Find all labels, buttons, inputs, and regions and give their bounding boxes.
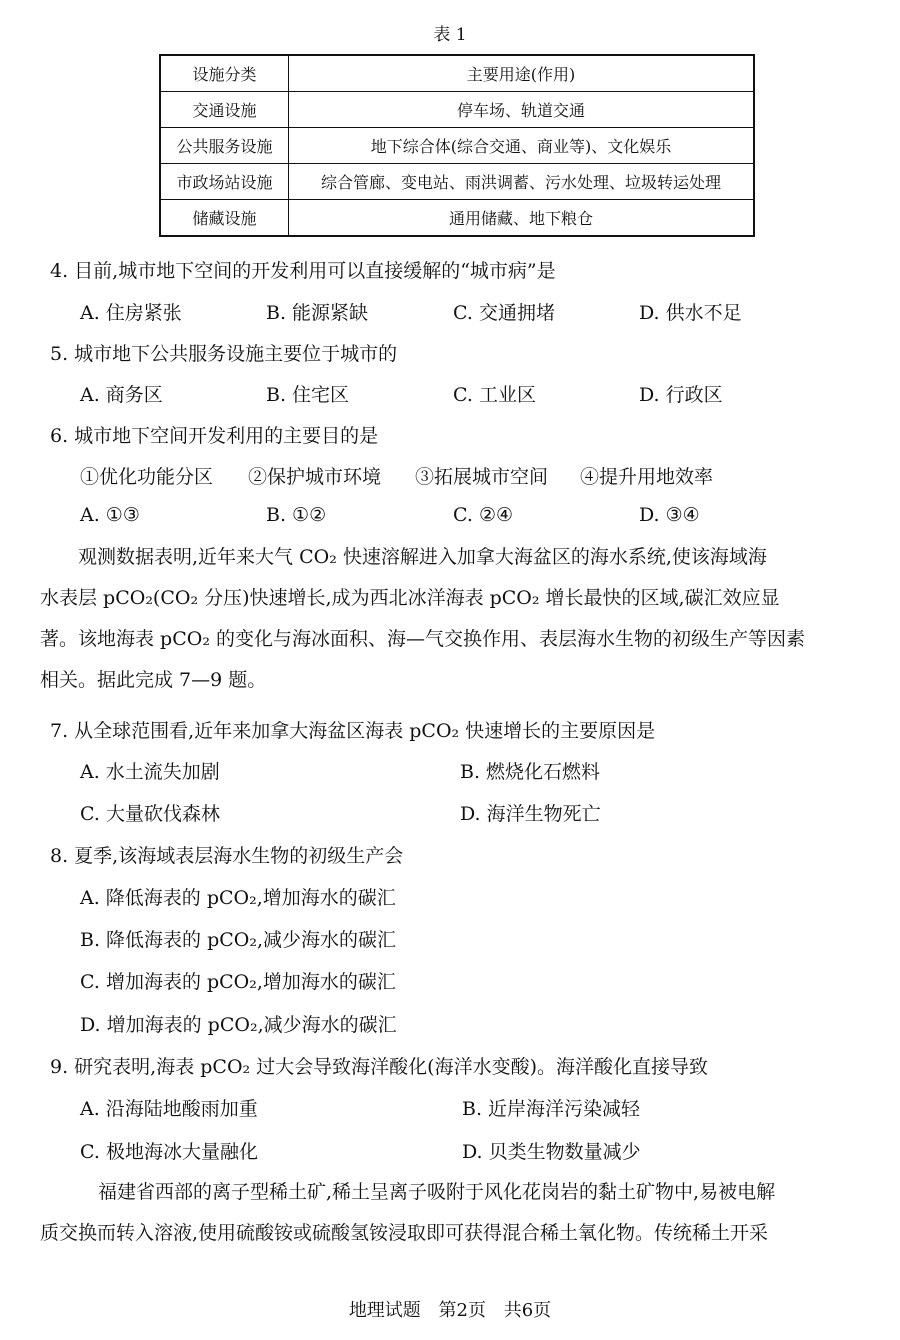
question-4-stem: 4. 目前,城市地下空间的开发利用可以直接缓解的“城市病”是: [50, 260, 556, 282]
passage-rare-earth: [40, 1172, 876, 1254]
table-row: [160, 92, 754, 128]
passage-line: 福建省西部的离子型稀土矿,稀土呈离子吸附于风化花岗岩的黏土矿物中,易被电解: [98, 1181, 776, 1203]
table-cell-usage: 地下综合体(综合交通、商业等)、文化娱乐: [289, 128, 755, 164]
passage-line: 水表层 pCO₂(CO₂ 分压)快速增长,成为西北冰洋海表 pCO₂ 增长最快的区域,碳汇效应显: [40, 587, 780, 609]
question-5-option-c: C. 工业区: [453, 384, 536, 406]
question-5-option-b: B. 住宅区: [266, 384, 350, 406]
table-cell-category: 交通设施: [160, 92, 289, 128]
table-cell-usage: 综合管廊、变电站、雨洪调蓄、污水处理、垃圾转运处理: [289, 164, 755, 200]
question-6-option-b: B. ①②: [266, 504, 327, 526]
page-footer: [0, 1296, 900, 1322]
table-header-cell: 主要用途(作用): [289, 55, 755, 92]
passage-co2: [40, 537, 876, 701]
question-6-statement-1: ①优化功能分区: [80, 466, 214, 488]
table-cell-category: 市政场站设施: [160, 164, 289, 200]
question-6-statement-2: ②保护城市环境: [248, 466, 382, 488]
question-9-option-c: C. 极地海冰大量融化: [80, 1141, 258, 1163]
question-6-statement-3: ③拓展城市空间: [415, 466, 549, 488]
question-6-statement-4: ④提升用地效率: [580, 466, 714, 488]
facilities-table: [159, 54, 755, 237]
question-8-option-a: A. 降低海表的 pCO₂,增加海水的碳汇: [80, 887, 396, 909]
question-6-option-a: A. ①③: [80, 504, 140, 526]
table-row: [160, 200, 754, 237]
question-9-option-a: A. 沿海陆地酸雨加重: [80, 1098, 258, 1120]
question-6-option-d: D. ③④: [639, 504, 700, 526]
question-7-option-d: D. 海洋生物死亡: [460, 803, 601, 825]
question-4-option-b: B. 能源紧缺: [266, 302, 369, 324]
question-8-option-d: D. 增加海表的 pCO₂,减少海水的碳汇: [80, 1014, 397, 1036]
passage-line: 质交换而转入溶液,使用硫酸铵或硫酸氢铵浸取即可获得混合稀土氧化物。传统稀土开采: [40, 1222, 769, 1244]
question-7-option-c: C. 大量砍伐森林: [80, 803, 220, 825]
table-cell-usage: 停车场、轨道交通: [289, 92, 755, 128]
question-8-option-b: B. 降低海表的 pCO₂,减少海水的碳汇: [80, 929, 397, 951]
footer-total-pages: 共6页: [503, 1300, 552, 1321]
question-7-option-a: A. 水土流失加剧: [80, 761, 220, 783]
passage-line: 著。该地海表 pCO₂ 的变化与海冰面积、海—气交换作用、表层海水生物的初级生产等因素: [40, 628, 805, 650]
question-4-option-c: C. 交通拥堵: [453, 302, 555, 324]
table-row: [160, 128, 754, 164]
question-5-option-d: D. 行政区: [639, 384, 723, 406]
table-title: 表 1: [433, 25, 467, 45]
table-cell-category: 储藏设施: [160, 200, 289, 237]
question-8-option-c: C. 增加海表的 pCO₂,增加海水的碳汇: [80, 971, 396, 993]
table-row: [160, 164, 754, 200]
passage-line: 观测数据表明,近年来大气 CO₂ 快速溶解进入加拿大海盆区的海水系统,使该海域海: [78, 546, 767, 568]
question-5-stem: 5. 城市地下公共服务设施主要位于城市的: [50, 343, 398, 365]
question-7-option-b: B. 燃烧化石燃料: [460, 761, 601, 783]
question-4-option-d: D. 供水不足: [639, 302, 742, 324]
table-cell-usage: 通用储藏、地下粮仓: [289, 200, 755, 237]
question-9-stem: 9. 研究表明,海表 pCO₂ 过大会导致海洋酸化(海洋水变酸)。海洋酸化直接导致: [50, 1056, 709, 1078]
question-9-option-b: B. 近岸海洋污染减轻: [462, 1098, 641, 1120]
table-header-row: [160, 55, 754, 92]
question-8-stem: 8. 夏季,该海域表层海水生物的初级生产会: [50, 845, 404, 867]
table-header-cell: 设施分类: [160, 55, 289, 92]
footer-subject: 地理试题: [348, 1300, 421, 1321]
question-9-option-d: D. 贝类生物数量减少: [462, 1141, 641, 1163]
passage-line: 相关。据此完成 7—9 题。: [40, 669, 267, 691]
table-cell-category: 公共服务设施: [160, 128, 289, 164]
question-4-option-a: A. 住房紧张: [80, 302, 182, 324]
question-5-option-a: A. 商务区: [80, 384, 163, 406]
question-6-option-c: C. ②④: [453, 504, 514, 526]
footer-page-number: 第2页: [438, 1300, 486, 1321]
question-7-stem: 7. 从全球范围看,近年来加拿大海盆区海表 pCO₂ 快速增长的主要原因是: [50, 720, 656, 742]
question-6-stem: 6. 城市地下空间开发利用的主要目的是: [50, 425, 379, 447]
